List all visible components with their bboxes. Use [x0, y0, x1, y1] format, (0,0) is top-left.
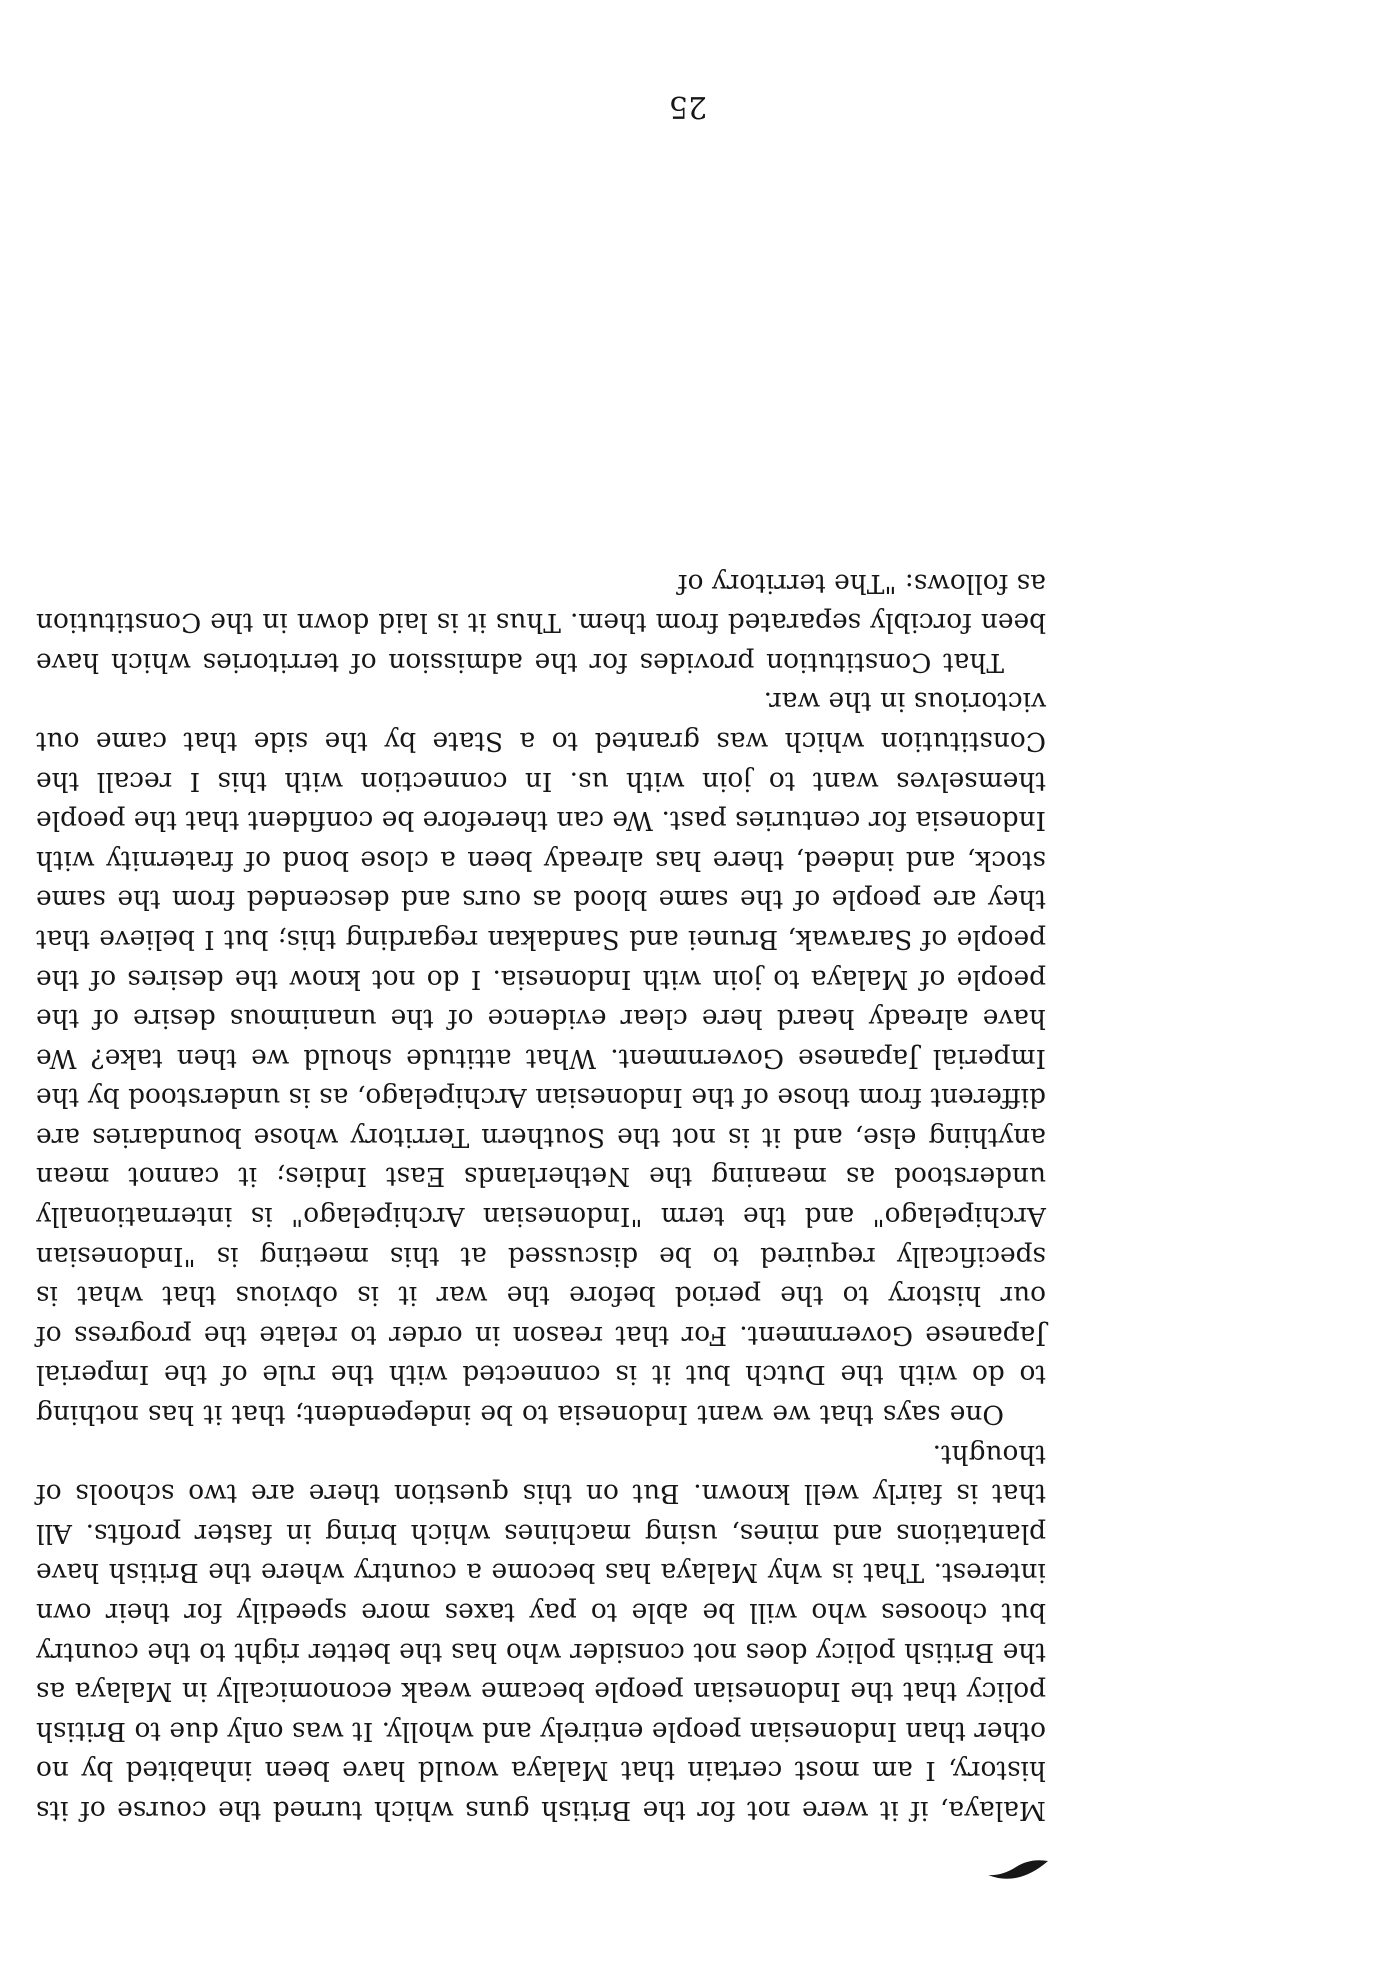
page-number: 25 [668, 89, 708, 124]
paragraph-1: Malaya, if it were not for the British guns which turned the course of its history, I am most certain that Malaya would have been inhabited by no other than Indonesian people entirely and wholly. It was only due to British policy that the Indonesian people became weak economically in Malaya as the British policy does not consider who has the better right to the country but chooses who will be able to pay taxes more speedily for their own interest. That is why Malaya has become a country where the British have plantations and mines, using machines which bring in faster profits. All that is fairly well known. But on this question there are two schools of thought. [36, 1438, 1046, 1826]
margin-mark-icon [936, 1853, 1056, 1885]
paragraph-2: One says that we want Indonesia to be independent; that it has nothing to do with the Dutch but it is connected with the rule of the Imperial Japanese Government. For that reason in order to relate the progress of our history to the period before the war it is obvious that what is specifically required to be discussed at this meeting is "Indonesian Archipelago" and the term "Indonesian Archipelago" is internationally understood as meaning the Netherlands East Indies; it cannot mean anything else, and it is not the Southern Territory whose boundaries are different from those of the Indonesian Archipelago, as is understood by the Imperial Japanese Government. What attitude should we then take? We have already heard here clear evidence of the unanimous desire of the people of Malaya to join with Indonesia. I do not know the desires of the people of Sarawak, Brunei and Sandakan regarding this; but I believe that they are people of the same blood as ours and descended from the same stock, and indeed, there has already been a close bond of fraternity with Indonesia for centuries past. We can therefore be confident that the people themselves want to join with us. In connection with this I recall the Constitution which was granted to a State by the side that came out victorious in the war. [36, 686, 1046, 1431]
body-text [36, 563, 1046, 1830]
paragraph-3: That Constitution provides for the admission of territories which have been forcibly separated from them. Thus it is laid down in the Constitution as follows: "The territory of [36, 567, 1046, 678]
